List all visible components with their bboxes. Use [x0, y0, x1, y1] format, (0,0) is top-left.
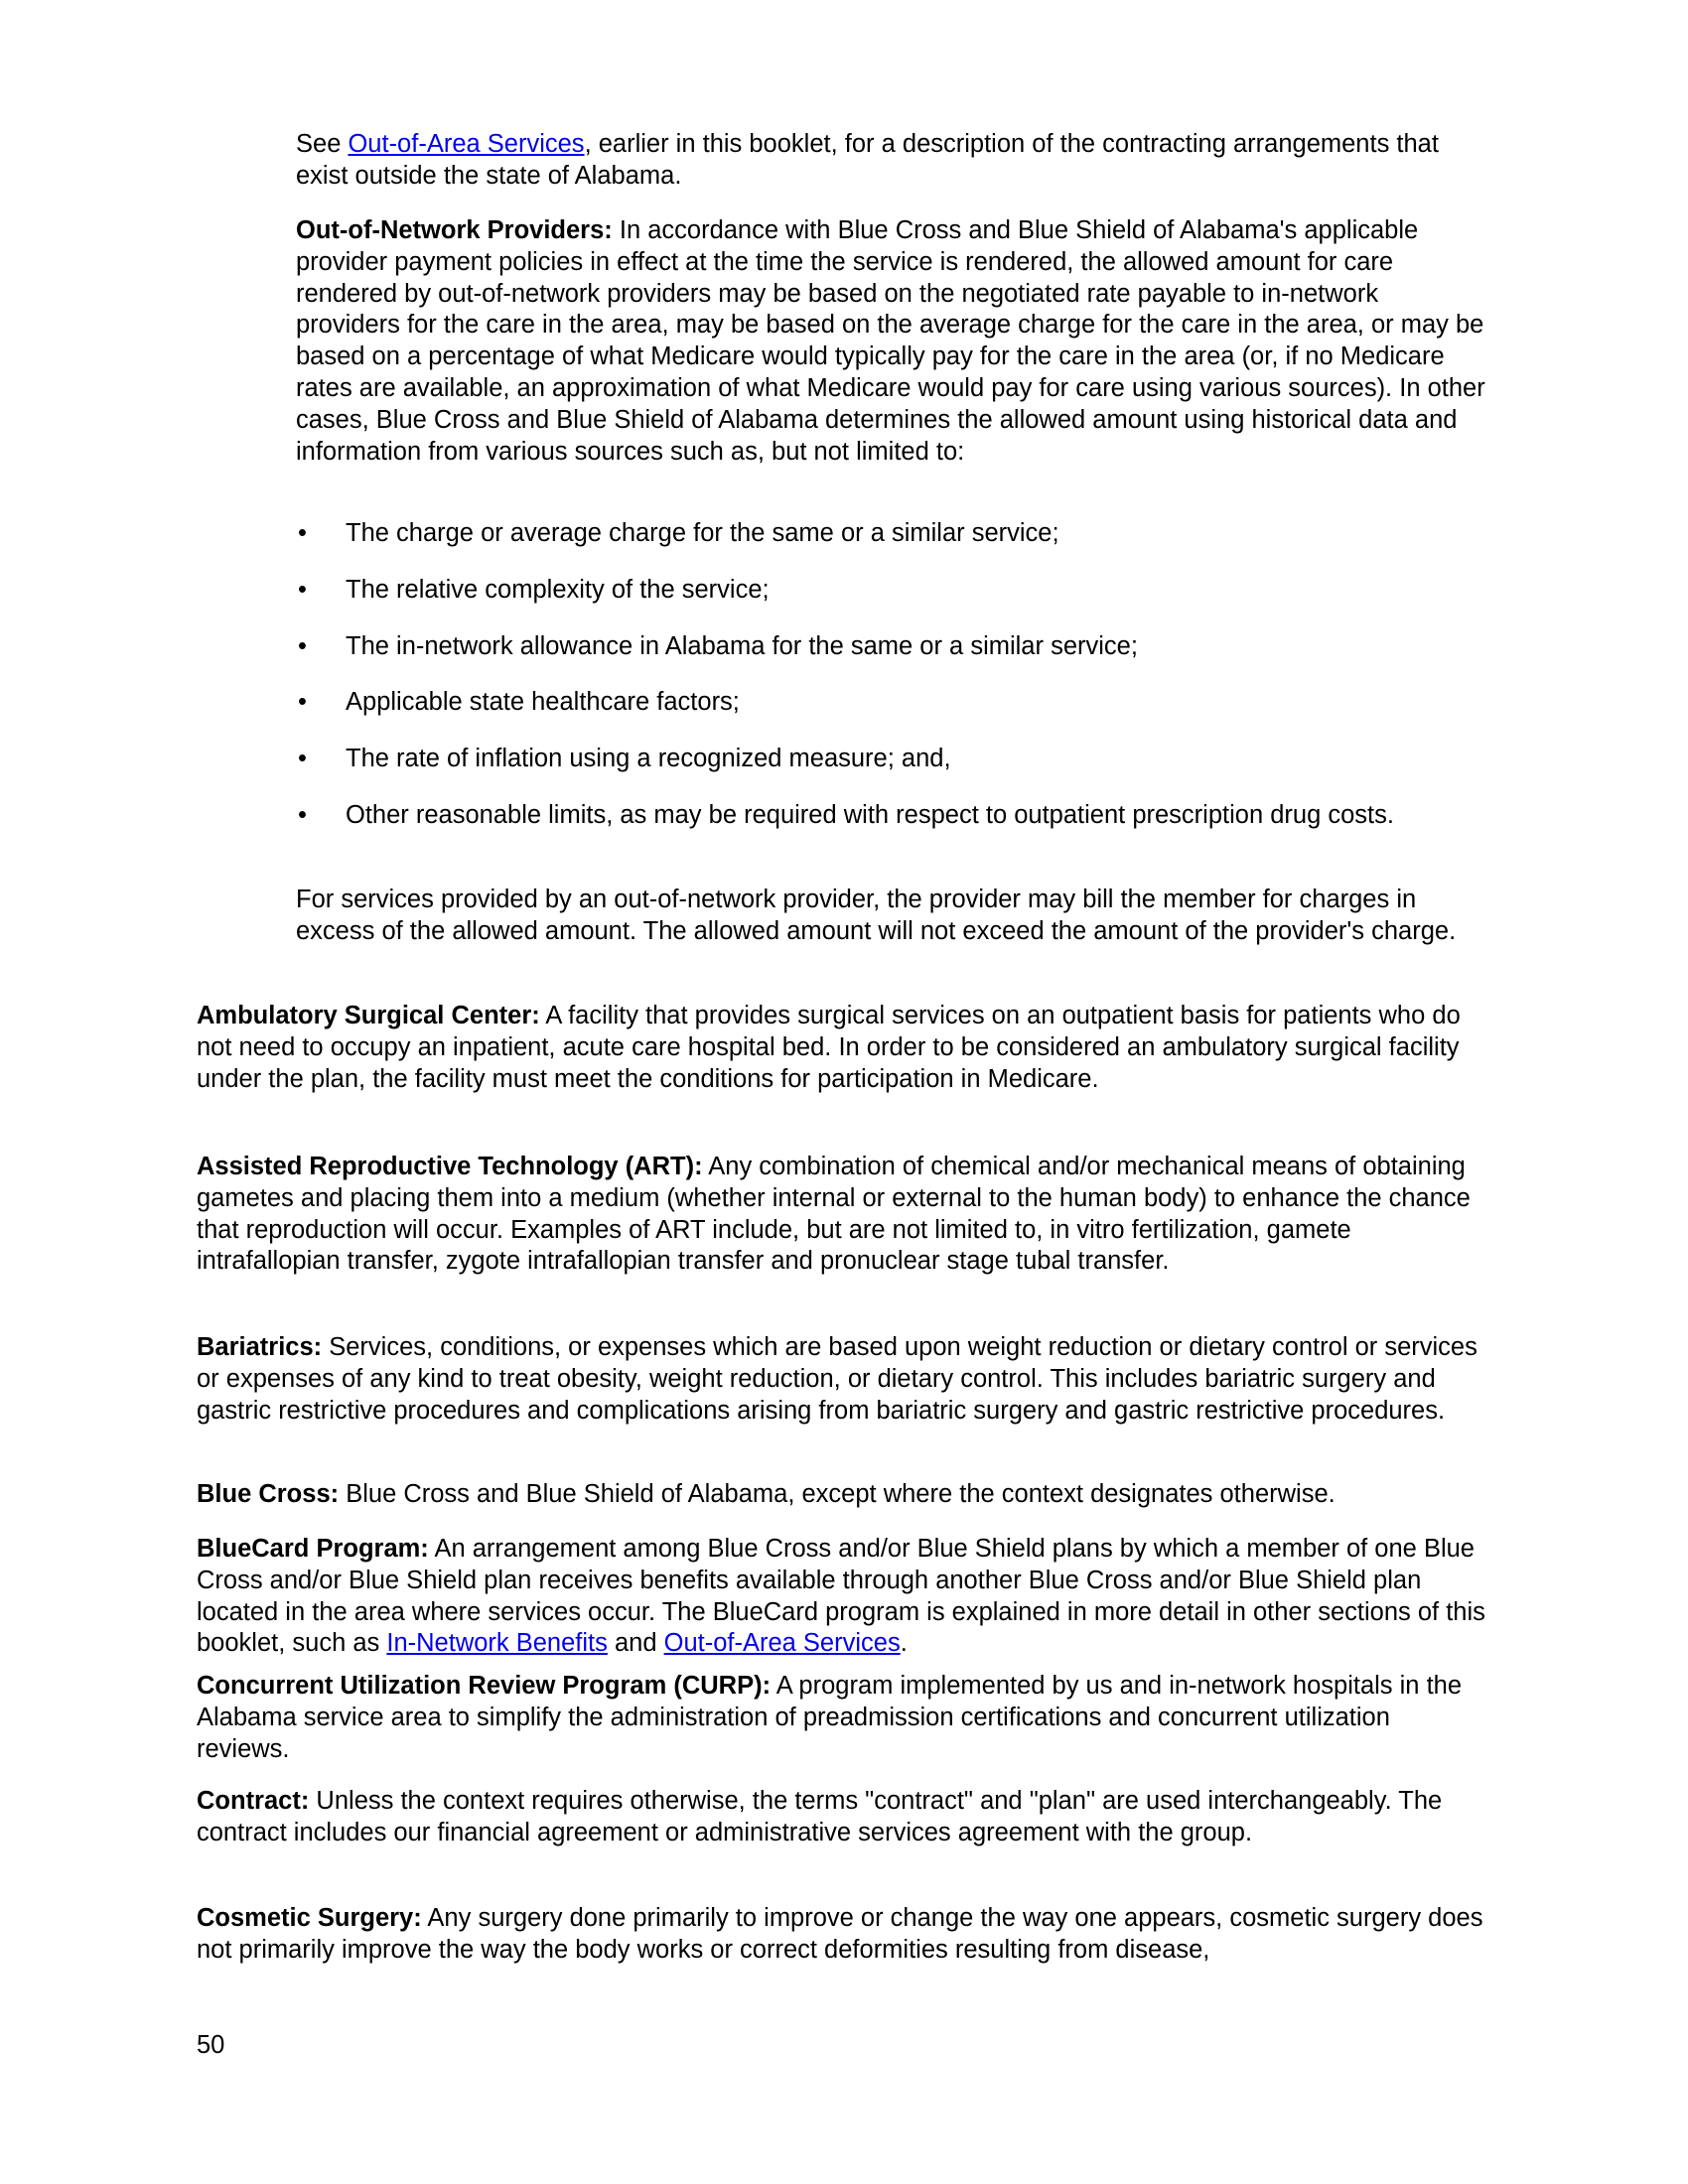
out-of-area-services-link-2[interactable]: Out-of-Area Services [663, 1629, 901, 1658]
out-of-area-services-link[interactable]: Out-of-Area Services [348, 130, 585, 158]
definition-text: Blue Cross and Blue Shield of Alabama, except where the context designates otherwise. [339, 1480, 1336, 1508]
definition-ambulatory-surgical-center [197, 1001, 1487, 1095]
definition-text: A facility that provides surgical services on an outpatient basis for patients who do not need to occupy an inpatient, acute care hospital bed. In order to be considered an ambulatory surgical facility under the plan, the facility must meet the conditions for participation in Medicare. [197, 1002, 1461, 1093]
definition-text: Services, conditions, or expenses which are based upon weight reduction or dietary control or services or expenses of any kind to treat obesity, weight reduction, or dietary control. This includes bariatric surgery and gastric restrictive procedures and complications arising from bariatric surgery and gastric restrictive procedures. [197, 1333, 1477, 1425]
list-item [296, 800, 1487, 832]
list-item-text: Applicable state healthcare factors; [346, 688, 740, 717]
list-item [296, 518, 1487, 550]
list-item [296, 575, 1487, 607]
bullet-icon: • [298, 688, 307, 717]
bullet-icon: • [298, 575, 307, 604]
definition-curp [197, 1671, 1487, 1765]
definition-term: Concurrent Utilization Review Program (CURP): [197, 1672, 772, 1700]
list-item [296, 744, 1487, 775]
definition-term: Bariatrics: [197, 1333, 323, 1361]
bullet-icon: • [298, 631, 307, 660]
definition-term: Assisted Reproductive Technology (ART): [197, 1153, 703, 1180]
list-item-text: The relative complexity of the service; [346, 575, 770, 604]
definition-term: Contract: [197, 1787, 310, 1815]
list-item-text: Other reasonable limits, as may be required with respect to outpatient prescription drug costs. [346, 800, 1394, 829]
definition-term: Ambulatory Surgical Center: [197, 1002, 540, 1029]
definition-term: Blue Cross: [197, 1480, 340, 1508]
intro-rest-text: , earlier in this booklet, for a description of the contracting arrangements that exist outside the state of Alabama. [296, 130, 1439, 190]
intro-paragraph [296, 129, 1487, 193]
definition-text: An arrangement among Blue Cross and/or Blue Shield plans by which a member of one Blue Cross and/or Blue Shield plan receives benefits available through another Blue Cross and/or Blue Shield plan located in the area where services occur. The BlueCard program is explained in more detail in other sections of this booklet, such as [197, 1535, 1485, 1658]
out-of-network-paragraph [296, 215, 1487, 468]
list-item [296, 631, 1487, 663]
out-of-network-billing-paragraph: For services provided by an out-of-network provider, the provider may bill the member for charges in excess of the allowed amount. The allowed amount will not exceed the amount of the provider's charge. [296, 886, 1457, 945]
definition-term: Cosmetic Surgery: [197, 1904, 422, 1932]
definition-text: Any combination of chemical and/or mechanical means of obtaining gametes and placing them into a medium (whether internal or external to the human body) to enhance the chance that reproduction will occur. Examples of ART include, but are not limited to, in vitro fertilization, gamete intrafallopian transfer, zygote intrafallopian transfer and pronuclear stage tubal transfer. [197, 1153, 1471, 1276]
definition-text: A program implemented by us and in-network hospitals in the Alabama service area to simplify the administration of preadmission certifications and concurrent utilization reviews. [197, 1672, 1463, 1763]
definition-text: Any surgery done primarily to improve or change the way one appears, cosmetic surgery does not primarily improve the way the body works or correct deformities resulting from disease, [197, 1904, 1483, 1964]
definition-text: . [900, 1629, 908, 1658]
definition-text: and [607, 1629, 664, 1658]
list-item-text: The charge or average charge for the same or a similar service; [346, 519, 1059, 547]
in-network-benefits-link[interactable]: In-Network Benefits [386, 1629, 608, 1658]
definition-term: BlueCard Program: [197, 1535, 429, 1563]
definition-term: Out-of-Network Providers: [296, 216, 613, 244]
list-item-text: The rate of inflation using a recognized measure; and, [346, 745, 951, 773]
intro-text: See [296, 130, 349, 158]
definition-contract [197, 1786, 1487, 1849]
bullet-icon: • [298, 800, 307, 829]
definition-text: Unless the context requires otherwise, the terms "contract" and "plan" are used interchangeably. The contract includes our financial agreement or administrative services agreement with the group. [197, 1787, 1443, 1846]
list-item [296, 687, 1487, 719]
definition-assisted-reproductive-technology [197, 1152, 1487, 1278]
definition-cosmetic-surgery [197, 1903, 1487, 1967]
bullet-icon: • [298, 745, 307, 773]
definition-text: In accordance with Blue Cross and Blue Shield of Alabama's applicable provider payment policies in effect at the time the service is rendered, the allowed amount for care rendered by out-of-network providers may be based on the negotiated rate payable to in-network providers for the care in the area, may be based on the average charge for the care in the area, or may be based on a percentage of what Medicare would typically pay for the care in the area (or, if no Medicare rates are available, an approximation of what Medicare would pay for care using various sources). In other cases, Blue Cross and Blue Shield of Alabama determines the allowed amount using historical data and information from various sources such as, but not limited to: [296, 216, 1485, 466]
bullet-icon: • [298, 519, 307, 547]
definition-bluecard-program [197, 1534, 1487, 1660]
definition-bariatrics [197, 1332, 1487, 1427]
page-number: 50 [197, 2031, 225, 2059]
allowed-amount-factors-list [296, 518, 1487, 857]
list-item-text: The in-network allowance in Alabama for the same or a similar service; [346, 631, 1138, 660]
definition-blue-cross [197, 1479, 1487, 1511]
